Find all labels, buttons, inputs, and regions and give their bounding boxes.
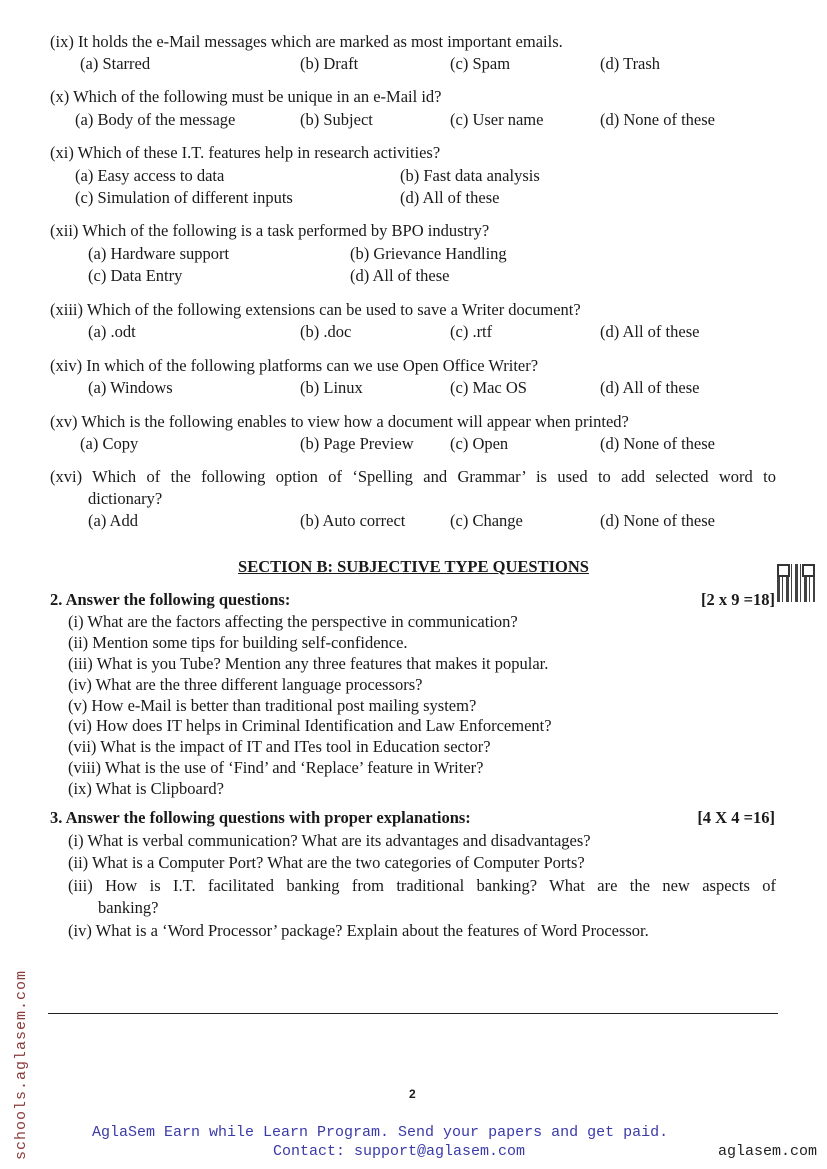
option: (d) All of these [350, 266, 450, 285]
sub-question: (i) What are the factors affecting the perspective in communication? [68, 612, 518, 631]
footer-promo: AglaSem Earn while Learn Program. Send your papers and get paid. [92, 1124, 669, 1141]
option: (a) Windows [88, 378, 173, 397]
option: (a) Add [88, 511, 138, 530]
question-stem: (xi) Which of these I.T. features help in research activities? [50, 143, 441, 162]
footer-divider [48, 1013, 778, 1014]
option: (d) Trash [600, 54, 661, 73]
footer-site[interactable]: aglasem.com [717, 1143, 817, 1160]
option: (b) Page Preview [300, 434, 414, 453]
option: (b) Subject [300, 110, 373, 129]
page-number: 2 [409, 1087, 416, 1101]
option: (c) Data Entry [88, 266, 183, 285]
option: (a) Easy access to data [75, 166, 225, 185]
option: (c) Open [450, 434, 509, 453]
option: (c) .rtf [450, 322, 493, 341]
option: (a) Body of the message [75, 110, 236, 129]
sub-question: (ii) What is a Computer Port? What are the two categories of Computer Ports? [68, 853, 585, 872]
option: (c) Change [450, 511, 523, 530]
option: (d) None of these [600, 434, 716, 453]
marks: [2 x 9 =18] [700, 590, 775, 609]
option: (b) Fast data analysis [400, 166, 540, 185]
sub-question: (iii) How is I.T. facilitated banking from traditional banking? What are the new aspects of [68, 876, 776, 895]
sub-question: (ii) Mention some tips for building self-confidence. [68, 633, 408, 652]
footer-contact[interactable]: Contact: support@aglasem.com [273, 1143, 526, 1160]
question-title: 3. Answer the following questions with proper explanations: [50, 808, 471, 827]
option: (c) User name [450, 110, 544, 129]
option: (d) All of these [400, 188, 500, 207]
option: (b) Draft [300, 54, 359, 73]
question-stem: (xiii) Which of the following extensions can be used to save a Writer document? [50, 300, 581, 319]
option: (d) None of these [600, 110, 716, 129]
question-stem: (xv) Which is the following enables to view how a document will appear when printed? [50, 412, 629, 431]
option: (a) Hardware support [88, 244, 230, 263]
question-stem: (xii) Which of the following is a task performed by BPO industry? [50, 221, 490, 240]
question-title: 2. Answer the following questions: [50, 590, 291, 609]
question-stem-continued: dictionary? [88, 489, 163, 508]
option: (a) Copy [80, 434, 139, 453]
option: (a) Starred [80, 54, 151, 73]
sub-question: (iv) What is a ‘Word Processor’ package? Explain about the features of Word Processor. [68, 921, 649, 940]
marks: [4 X 4 =16] [697, 808, 775, 827]
sub-question: (i) What is verbal communication? What are its advantages and disadvantages? [68, 831, 591, 850]
sub-question: (viii) What is the use of ‘Find’ and ‘Replace’ feature in Writer? [68, 758, 484, 777]
option: (a) .odt [88, 322, 136, 341]
question-stem: (x) Which of the following must be unique in an e-Mail id? [50, 87, 442, 106]
option: (c) Mac OS [450, 378, 527, 397]
sub-question: (ix) What is Clipboard? [68, 779, 224, 798]
option: (b) .doc [300, 322, 352, 341]
sub-question: (vii) What is the impact of IT and ITes tool in Education sector? [68, 737, 491, 756]
option: (d) All of these [600, 378, 700, 397]
option: (b) Auto correct [300, 511, 406, 530]
option: (d) All of these [600, 322, 700, 341]
watermark-text: schools.aglasem.com [13, 969, 30, 1160]
sub-question: (iv) What are the three different language processors? [68, 675, 423, 694]
sub-question: (vi) How does IT helps in Criminal Identification and Law Enforcement? [68, 716, 552, 735]
sub-question-continued: banking? [98, 898, 159, 917]
option: (c) Spam [450, 54, 511, 73]
option: (d) None of these [600, 511, 716, 530]
question-stem: (xiv) In which of the following platforms can we use Open Office Writer? [50, 356, 539, 375]
option: (b) Grievance Handling [350, 244, 507, 263]
option: (c) Simulation of different inputs [75, 188, 293, 207]
qr-code-icon [777, 564, 815, 602]
sub-question: (v) How e-Mail is better than traditional post mailing system? [68, 696, 477, 715]
question-stem: (ix) It holds the e-Mail messages which are marked as most important emails. [50, 32, 563, 51]
sub-question: (iii) What is you Tube? Mention any three features that makes it popular. [68, 654, 549, 673]
question-stem: (xvi) Which of the following option of ‘Spelling and Grammar’ is used to add selected word to [50, 467, 776, 486]
option: (b) Linux [300, 378, 363, 397]
section-heading: SECTION B: SUBJECTIVE TYPE QUESTIONS [238, 557, 589, 576]
